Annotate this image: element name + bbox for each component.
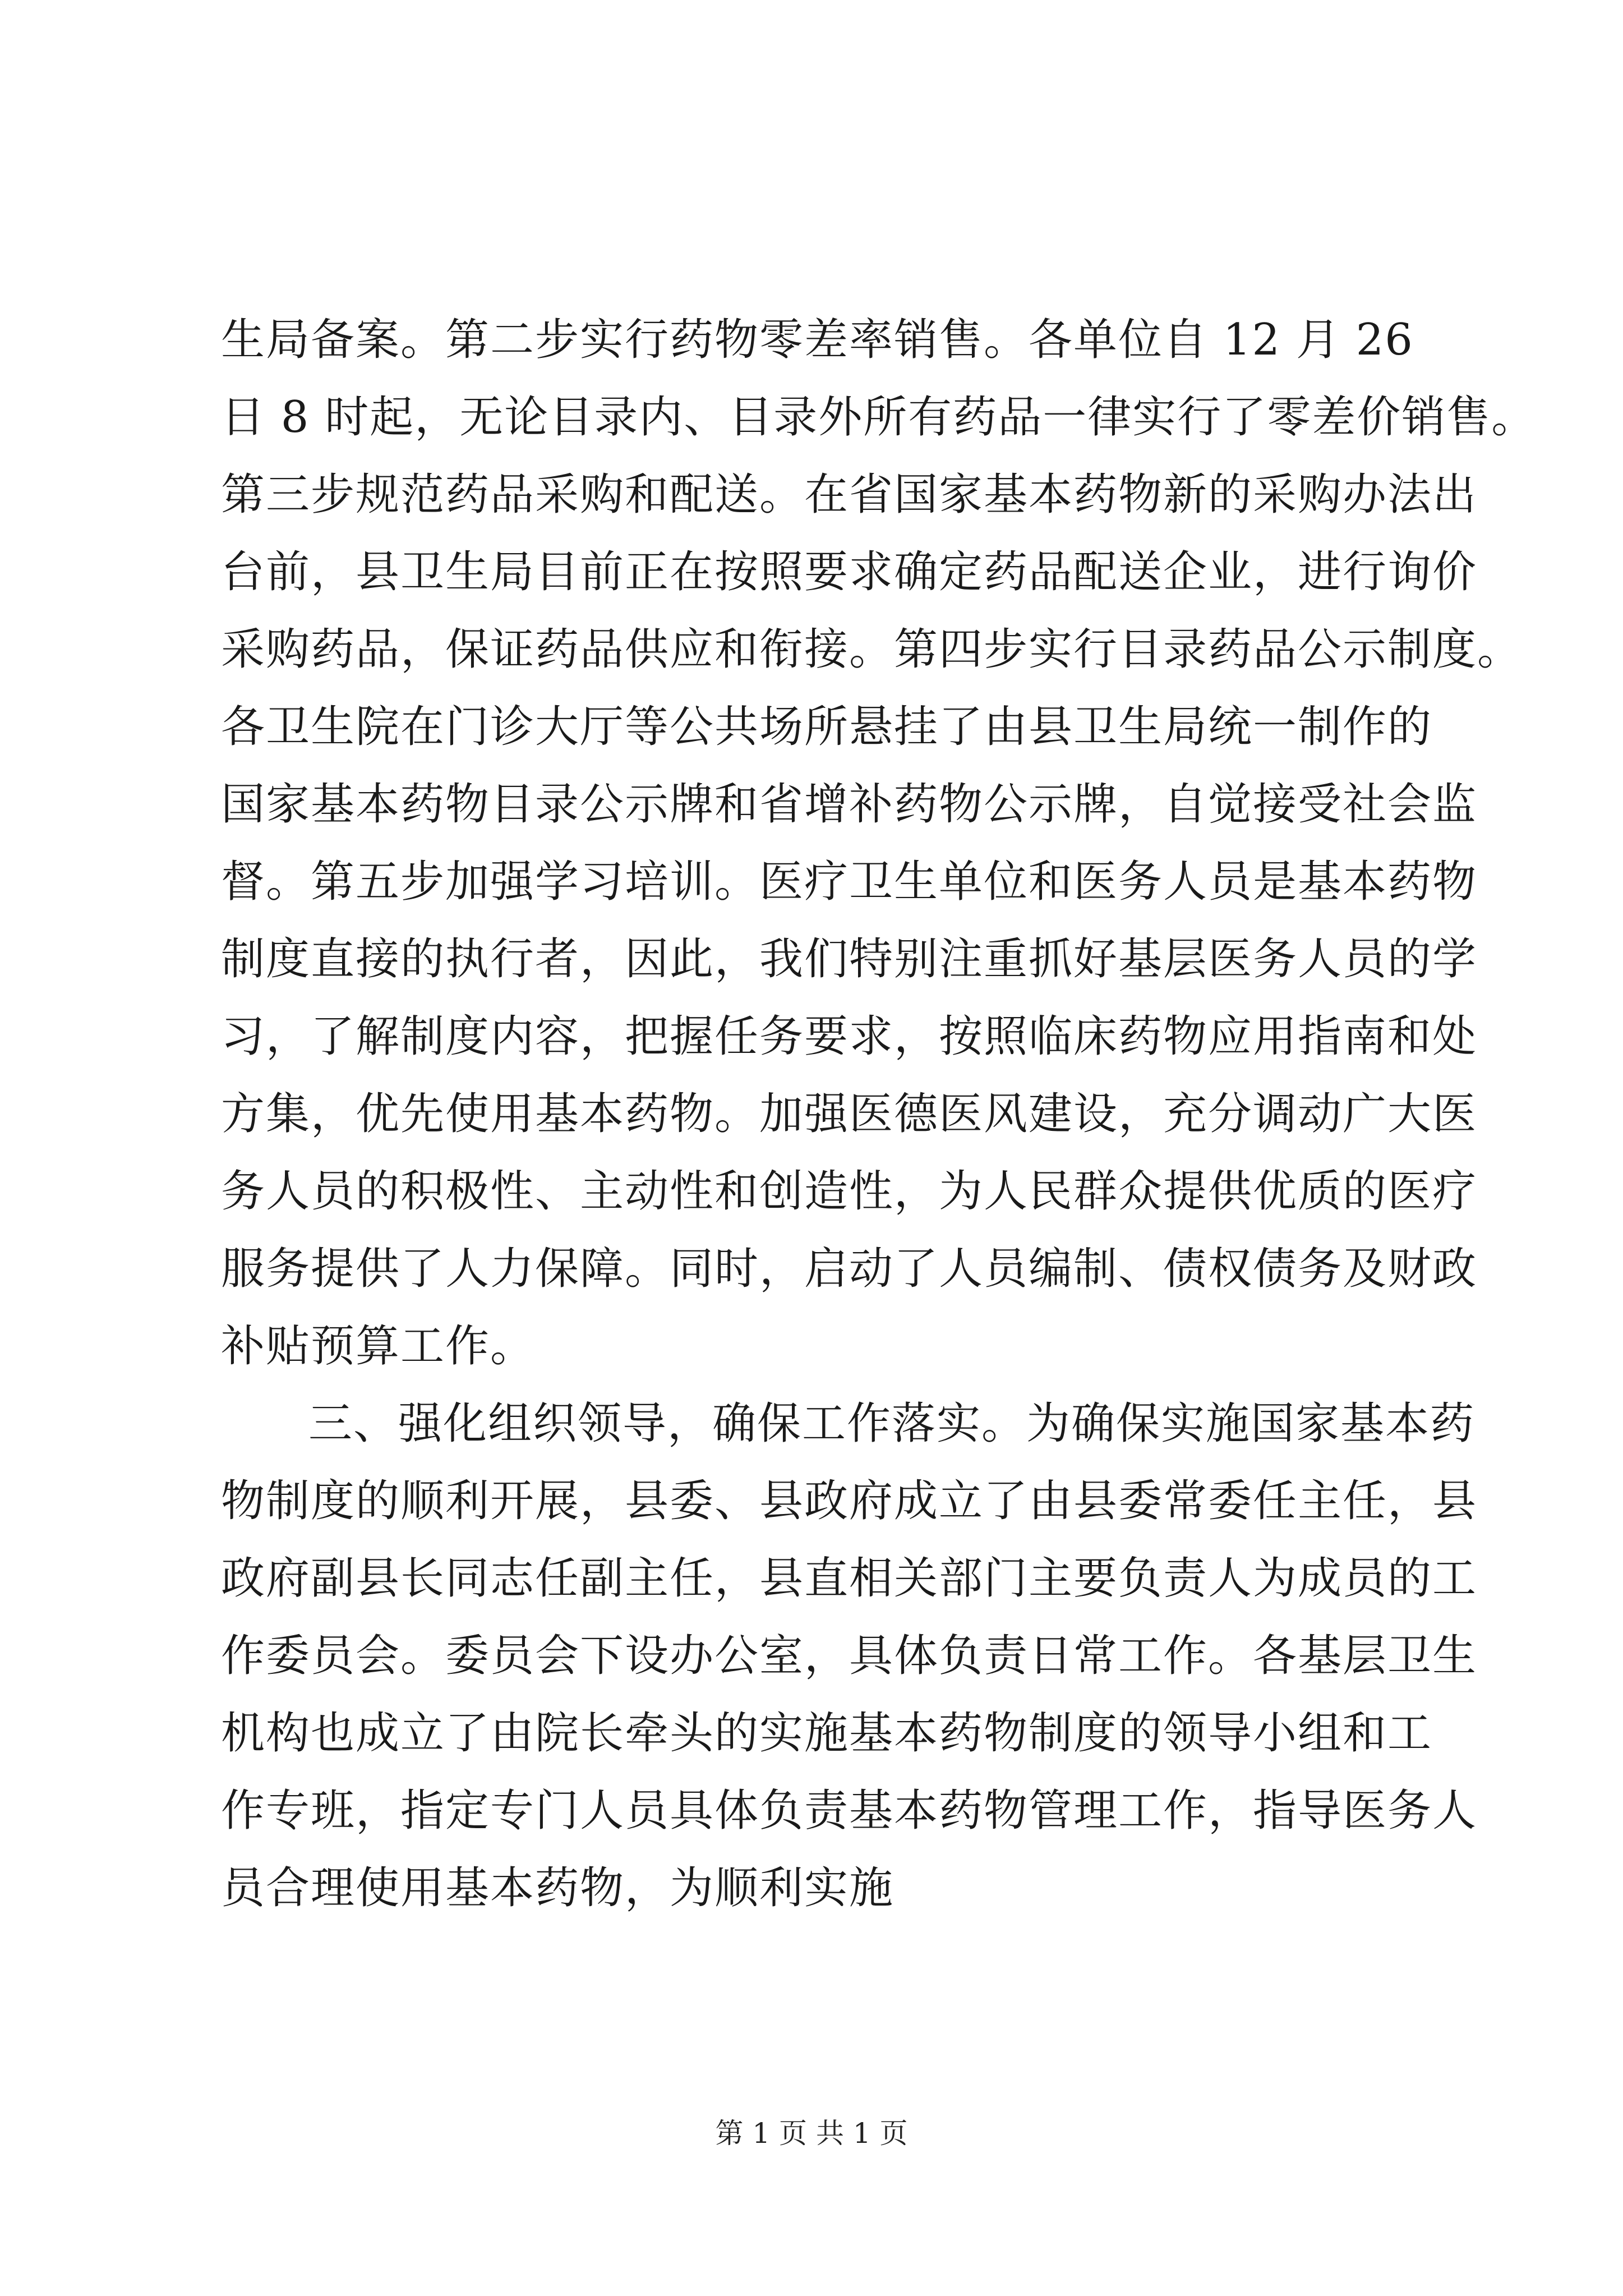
text-line: 台前，县卫生局目前正在按照要求确定药品配送企业，进行询价 <box>221 547 1478 597</box>
text-line: 服务提供了人力保障。同时，启动了人员编制、债权债务及财政 <box>221 1244 1478 1294</box>
text-line: 作专班，指定专门人员具体负责基本药物管理工作，指导医务人 <box>221 1786 1478 1836</box>
text-line: 政府副县长同志任副主任，县直相关部门主要负责人为成员的工 <box>221 1553 1478 1604</box>
text-line: 物制度的顺利开展，县委、县政府成立了由县委常委任主任，县 <box>221 1476 1478 1526</box>
text-line: 务人员的积极性、主动性和创造性，为人民群众提供优质的医疗 <box>221 1166 1478 1217</box>
paragraph-heading-line: 三、强化组织领导，确保工作落实。为确保实施国家基本药 <box>308 1398 1476 1449</box>
page-number-footer: 第 1 页 共 1 页 <box>715 2117 908 2150</box>
text-line: 机构也成立了由院长牵头的实施基本药物制度的领导小组和工 <box>221 1708 1433 1759</box>
text-line: 习，了解制度内容，把握任务要求，按照临床药物应用指南和处 <box>221 1011 1478 1062</box>
text-line: 生局备案。第二步实行药物零差率销售。各单位自 12 月 26 <box>221 315 1414 365</box>
text-line: 第三步规范药品采购和配送。在省国家基本药物新的采购办法出 <box>221 470 1478 520</box>
text-line: 采购药品，保证药品供应和衔接。第四步实行目录药品公示制度。 <box>221 624 1523 675</box>
text-line: 督。第五步加强学习培训。医疗卫生单位和医务人员是基本药物 <box>221 857 1478 907</box>
text-line: 方集，优先使用基本药物。加强医德医风建设，充分调动广大医 <box>221 1089 1478 1139</box>
text-line: 作委员会。委员会下设办公室，具体负责日常工作。各基层卫生 <box>221 1631 1478 1681</box>
text-line: 各卫生院在门诊大厅等公共场所悬挂了由县卫生局统一制作的 <box>221 702 1433 752</box>
text-line: 员合理使用基本药物，为顺利实施 <box>221 1863 895 1913</box>
text-line: 补贴预算工作。 <box>221 1321 536 1372</box>
text-line: 制度直接的执行者，因此，我们特别注重抓好基层医务人员的学 <box>221 934 1478 984</box>
text-line: 国家基本药物目录公示牌和省增补药物公示牌，自觉接受社会监 <box>221 779 1478 830</box>
text-line: 日 8 时起，无论目录内、目录外所有药品一律实行了零差价销售。 <box>221 392 1537 443</box>
